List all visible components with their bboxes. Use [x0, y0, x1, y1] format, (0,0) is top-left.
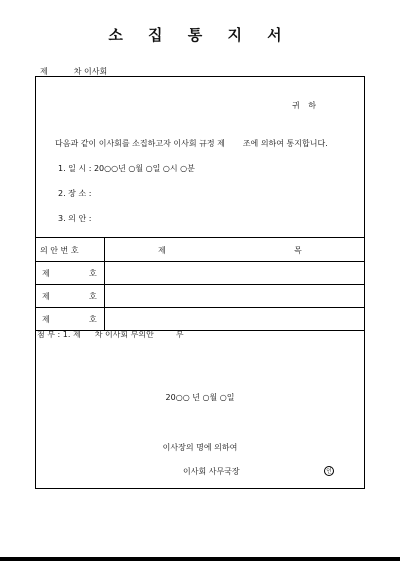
- table-row-prefix: 제: [42, 292, 50, 301]
- item-agenda: 3. 의 안 :: [58, 214, 92, 223]
- table-row-border: [35, 307, 365, 308]
- attachment-line: [37, 329, 184, 340]
- table-row-suffix: 호: [89, 315, 97, 324]
- seal-icon: 인: [324, 466, 334, 476]
- notice-date: 20○○ 년 ○월 ○일: [165, 393, 235, 402]
- by-order-line: 이사장의 명에 의하여: [162, 443, 238, 452]
- attachment-prefix: 첨 부 : 1. 제: [37, 330, 81, 339]
- table-header-title-left: 제: [158, 246, 166, 255]
- item-place: 2. 장 소 :: [58, 189, 92, 198]
- item-datetime: 1. 일 시 : 20○○년 ○월 ○일 ○시 ○분: [58, 164, 195, 173]
- table-row-border: [35, 284, 365, 285]
- attachment-suffix: 부: [175, 330, 184, 339]
- secretary-signature: 이사회 사무국장: [183, 467, 240, 476]
- meeting-prefix: 제: [40, 67, 48, 76]
- attachment-middle: 차 이사회 부의안: [94, 330, 154, 339]
- body-prefix: 다음과 같이 이사회를 소집하고자 이사회 규정 제: [55, 139, 225, 148]
- table-row-prefix: 제: [42, 315, 50, 324]
- notice-body: [55, 138, 328, 149]
- table-row-suffix: 호: [89, 292, 97, 301]
- table-header-number: 의 안 번 호: [40, 246, 79, 255]
- page-bottom-bar: [0, 557, 400, 561]
- recipient-label: 귀 하: [292, 101, 319, 110]
- table-top-border: [35, 237, 365, 238]
- table-row-prefix: 제: [42, 269, 50, 278]
- table-header-title-right: 목: [294, 246, 302, 255]
- body-suffix: 조에 의하여 통지합니다.: [242, 139, 328, 148]
- document-title: 소 집 통 지 서: [108, 26, 292, 44]
- table-column-divider: [104, 237, 105, 330]
- table-row-suffix: 호: [89, 269, 97, 278]
- table-header-border: [35, 261, 365, 262]
- meeting-suffix: 차 이사회: [73, 67, 108, 76]
